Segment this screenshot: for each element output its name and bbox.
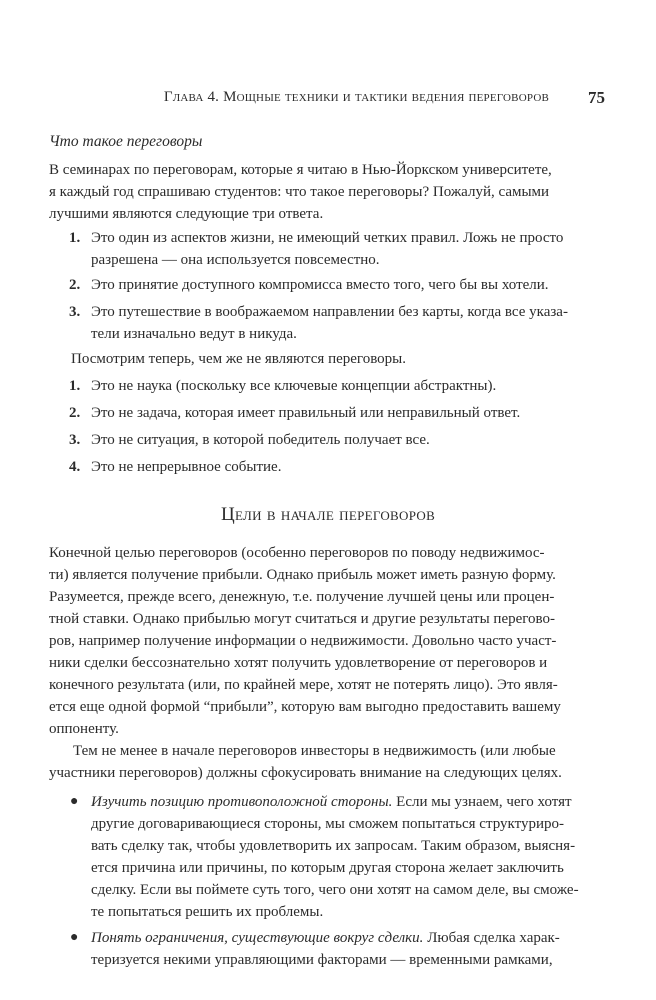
running-header bbox=[49, 89, 605, 111]
bullet-lead: Изучить позицию противоположной стороны. bbox=[91, 794, 393, 810]
text-line: Это не ситуация, в которой победитель получает все. bbox=[91, 432, 430, 448]
text-line: тной ставки. Однако прибылью могут считаться и другие результаты перегово- bbox=[49, 611, 556, 627]
list-item bbox=[49, 274, 605, 296]
section-heading: Цели в начале переговоров bbox=[220, 504, 436, 525]
text-line: Это не непрерывное событие. bbox=[91, 459, 282, 475]
chapter-title: Глава 4. Мощные техники и тактики ведения переговоров bbox=[163, 89, 549, 105]
text-line: Это не наука (поскольку все ключевые концепции абстрактны). bbox=[91, 378, 497, 394]
text-line: я каждый год спрашиваю студентов: что такое переговоры? Пожалуй, самыми bbox=[49, 184, 550, 200]
list-item bbox=[49, 456, 605, 478]
list-item bbox=[49, 227, 605, 271]
bullet-icon: ● bbox=[70, 930, 79, 945]
text-line: другие договаривающиеся стороны, мы сможем попытаться структуриро- bbox=[91, 816, 564, 832]
bullet-item bbox=[49, 927, 605, 971]
text-line: теризуется некими управляющими факторами — временными рамками, bbox=[91, 952, 553, 968]
text-line: конечного результата (или, по крайней мере, хотят не потерять лицо). Это явля- bbox=[49, 677, 558, 693]
list-item bbox=[49, 301, 605, 345]
bullet-icon: ● bbox=[70, 794, 79, 809]
list-number: 1. bbox=[69, 378, 81, 394]
bullet-item bbox=[49, 791, 605, 923]
subheading: Что такое переговоры bbox=[49, 133, 203, 150]
text-line: Это один из аспектов жизни, не имеющий четких правил. Ложь не просто bbox=[91, 230, 564, 246]
text-line: Тем не менее в начале переговоров инвесторы в недвижимость (или любые bbox=[73, 743, 556, 759]
bullet-lead: Понять ограничения, существующие вокруг сделки. bbox=[91, 930, 424, 946]
page-number: 75 bbox=[588, 88, 605, 107]
list-number: 4. bbox=[69, 459, 81, 475]
text-fragment: Если мы узнаем, чего хотят bbox=[392, 794, 572, 810]
intro-paragraph bbox=[49, 159, 605, 225]
text-fragment: Любая сделка харак- bbox=[423, 930, 560, 946]
text-line: ники сделки бессознательно хотят получить удовлетворение от переговоров и bbox=[49, 655, 548, 671]
text-line: участники переговоров) должны сфокусировать внимание на следующих целях. bbox=[49, 765, 562, 781]
list-number: 3. bbox=[69, 432, 81, 448]
text-line: ется еще одной формой “прибыли”, которую вам выгодно предоставить вашему bbox=[49, 699, 561, 715]
list-number: 3. bbox=[69, 304, 81, 320]
text-line: лучшими являются следующие три ответа. bbox=[49, 206, 324, 222]
list-item bbox=[49, 402, 605, 424]
text-line: Это путешествие в воображаемом направлении без карты, когда все указа- bbox=[91, 304, 568, 320]
list-item bbox=[49, 429, 605, 451]
focus-paragraph bbox=[49, 740, 605, 784]
list-number: 2. bbox=[69, 405, 81, 421]
text-line: ров, например получение информации о недвижимости. Довольно часто участ- bbox=[49, 633, 557, 649]
goals-paragraph bbox=[49, 542, 605, 740]
list-number: 1. bbox=[69, 230, 81, 246]
text-line: вать сделку так, чтобы удовлетворить их запросам. Таким образом, выясня- bbox=[91, 838, 576, 854]
list-item bbox=[49, 375, 605, 397]
text-line: разрешена — она используется повсеместно. bbox=[91, 252, 380, 268]
text-line: Разумеется, прежде всего, денежную, т.е. получение лучшей цены или процен- bbox=[49, 589, 555, 605]
text-line: тели изначально ведут в никуда. bbox=[91, 326, 297, 342]
text-line: оппоненту. bbox=[49, 721, 119, 737]
list-number: 2. bbox=[69, 277, 81, 293]
text-line: Конечной целью переговоров (особенно переговоров по поводу недвижимос- bbox=[49, 545, 545, 561]
text-line: сделку. Если вы поймете суть того, чего они хотят на самом деле, вы сможе- bbox=[91, 882, 579, 898]
text-line: ти) является получение прибыли. Однако прибыль может иметь разную форму. bbox=[49, 567, 556, 583]
text-line: ется причина или причины, по которым другая сторона желает заключить bbox=[91, 860, 564, 876]
text-line: Это не задача, которая имеет правильный или неправильный ответ. bbox=[91, 405, 521, 421]
text-line: Это принятие доступного компромисса вместо того, чего бы вы хотели. bbox=[91, 277, 549, 293]
text-line: те попытаться решить их проблемы. bbox=[91, 904, 324, 920]
text-line: В семинарах по переговорам, которые я читаю в Нью-Йоркском университете, bbox=[49, 162, 552, 178]
what-is-not-intro: Посмотрим теперь, чем же не являются переговоры. bbox=[71, 351, 407, 367]
